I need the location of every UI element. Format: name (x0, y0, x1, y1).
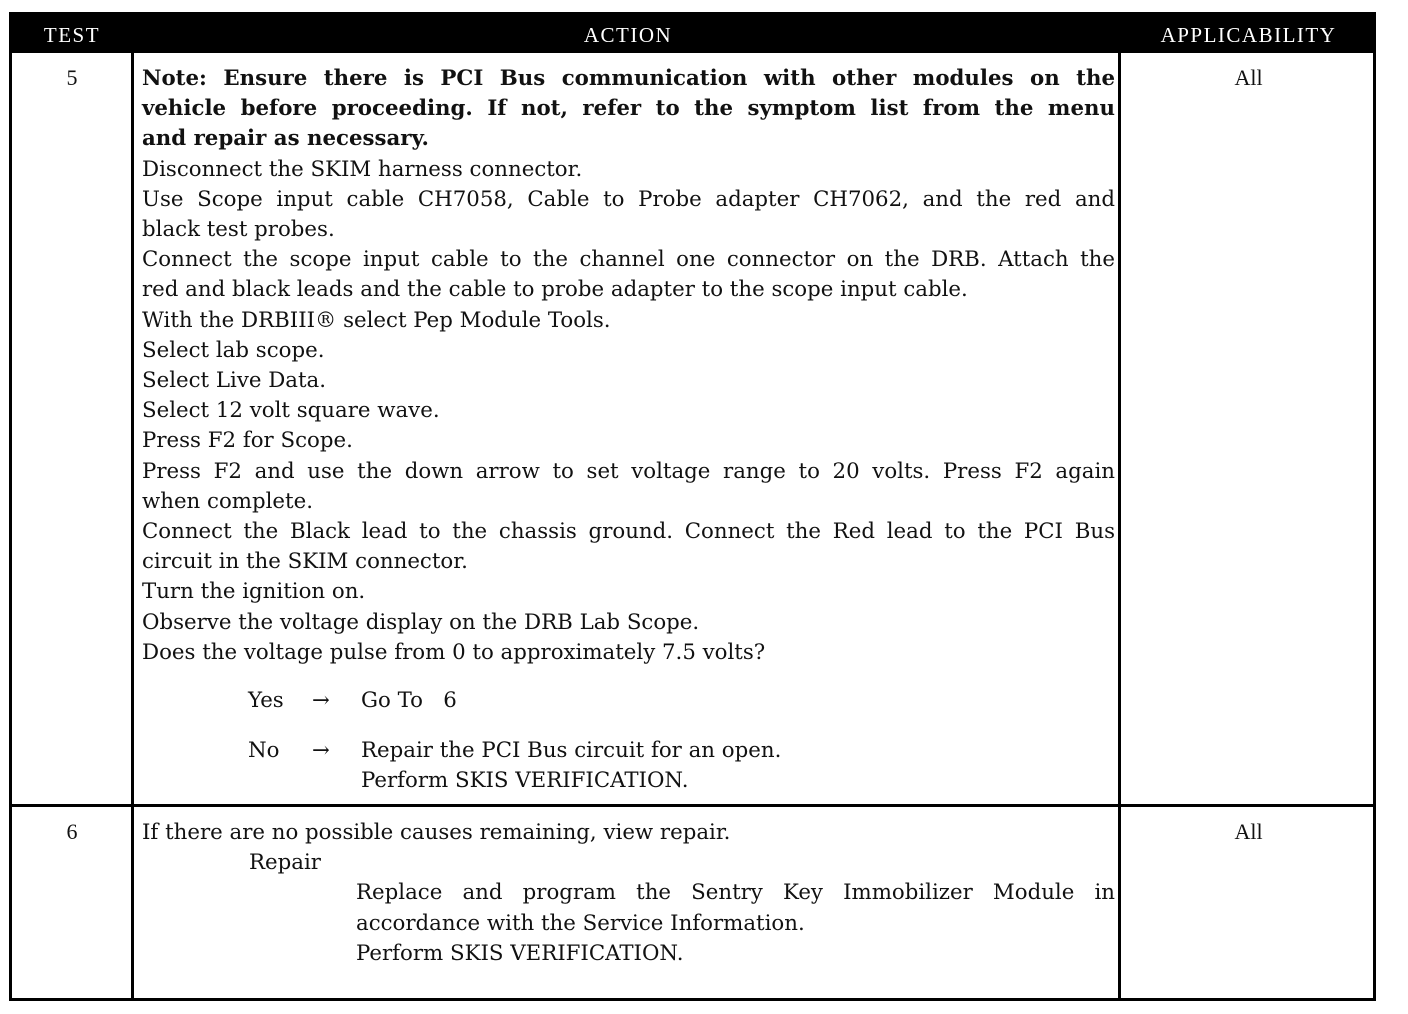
yes-result: Go To 6 (361, 688, 457, 714)
header-test: TEST (43, 23, 101, 47)
test-number: 6 (66, 819, 78, 844)
no-result-verification: Perform SKIS VERIFICATION. (361, 768, 689, 794)
note-line: and repair as necessary. (142, 126, 429, 152)
table-header (12, 15, 1373, 53)
step-line: With the DRBIII® select Pep Module Tools. (142, 307, 611, 333)
column-divider (131, 53, 134, 998)
applicability-value: All (1234, 819, 1263, 844)
repair-line: Replace and program the Sentry Key Immobilizer Module in (356, 880, 1115, 906)
step-line: Does the voltage pulse from 0 to approximately 7.5 volts? (142, 639, 766, 665)
step-line: circuit in the SKIM connector. (142, 549, 468, 575)
step-line: Turn the ignition on. (142, 579, 366, 605)
step-line: black test probes. (142, 217, 335, 243)
action-cell-test-5 (142, 64, 1115, 796)
step-line: Disconnect the SKIM harness connector. (142, 156, 583, 182)
no-result: Repair the PCI Bus circuit for an open. (361, 738, 782, 764)
step-line: Press F2 for Scope. (142, 428, 353, 454)
test-number: 5 (66, 65, 78, 90)
right-arrow-icon: → (312, 738, 330, 764)
intro-line: If there are no possible causes remaining, view repair. (142, 820, 731, 845)
step-line: Press F2 and use the down arrow to set voltage range to 20 volts. Press F2 again (142, 458, 1115, 484)
step-line: Connect the Black lead to the chassis ground. Connect the Red lead to the PCI Bus (142, 519, 1115, 545)
yes-branch (142, 686, 1115, 716)
step-line: Connect the scope input cable to the channel one connector on the DRB. Attach the (142, 247, 1115, 273)
note-line: Note: Ensure there is PCI Bus communication with other modules on the (142, 66, 1115, 91)
right-arrow-icon: → (312, 688, 330, 714)
repair-line: Perform SKIS VERIFICATION. (356, 940, 684, 966)
no-label: No (248, 738, 280, 764)
step-line: Use Scope input cable CH7058, Cable to Probe adapter CH7062, and the red and (142, 186, 1115, 212)
step-line: Select 12 volt square wave. (142, 398, 440, 424)
repair-line: accordance with the Service Information. (356, 910, 805, 936)
applicability-value: All (1234, 65, 1263, 90)
step-line: red and black leads and the cable to probe adapter to the scope input cable. (142, 277, 968, 303)
header-action: ACTION (583, 23, 673, 47)
step-line: Select lab scope. (142, 337, 325, 363)
column-divider (1118, 53, 1121, 998)
diagnostic-table (9, 12, 1376, 1001)
yes-label: Yes (248, 688, 284, 714)
row-divider (12, 804, 1373, 807)
step-line: Observe the voltage display on the DRB Lab Scope. (142, 609, 700, 635)
note-line: vehicle before proceeding. If not, refer to the symptom list from the menu (142, 96, 1115, 122)
step-line: when complete. (142, 488, 313, 514)
header-applicability: APPLICABILITY (1160, 23, 1337, 47)
repair-body (142, 878, 1115, 969)
repair-label: Repair (249, 850, 321, 876)
step-line: Select Live Data. (142, 368, 327, 394)
no-branch (142, 736, 1115, 796)
action-cell-test-6 (142, 818, 1115, 969)
